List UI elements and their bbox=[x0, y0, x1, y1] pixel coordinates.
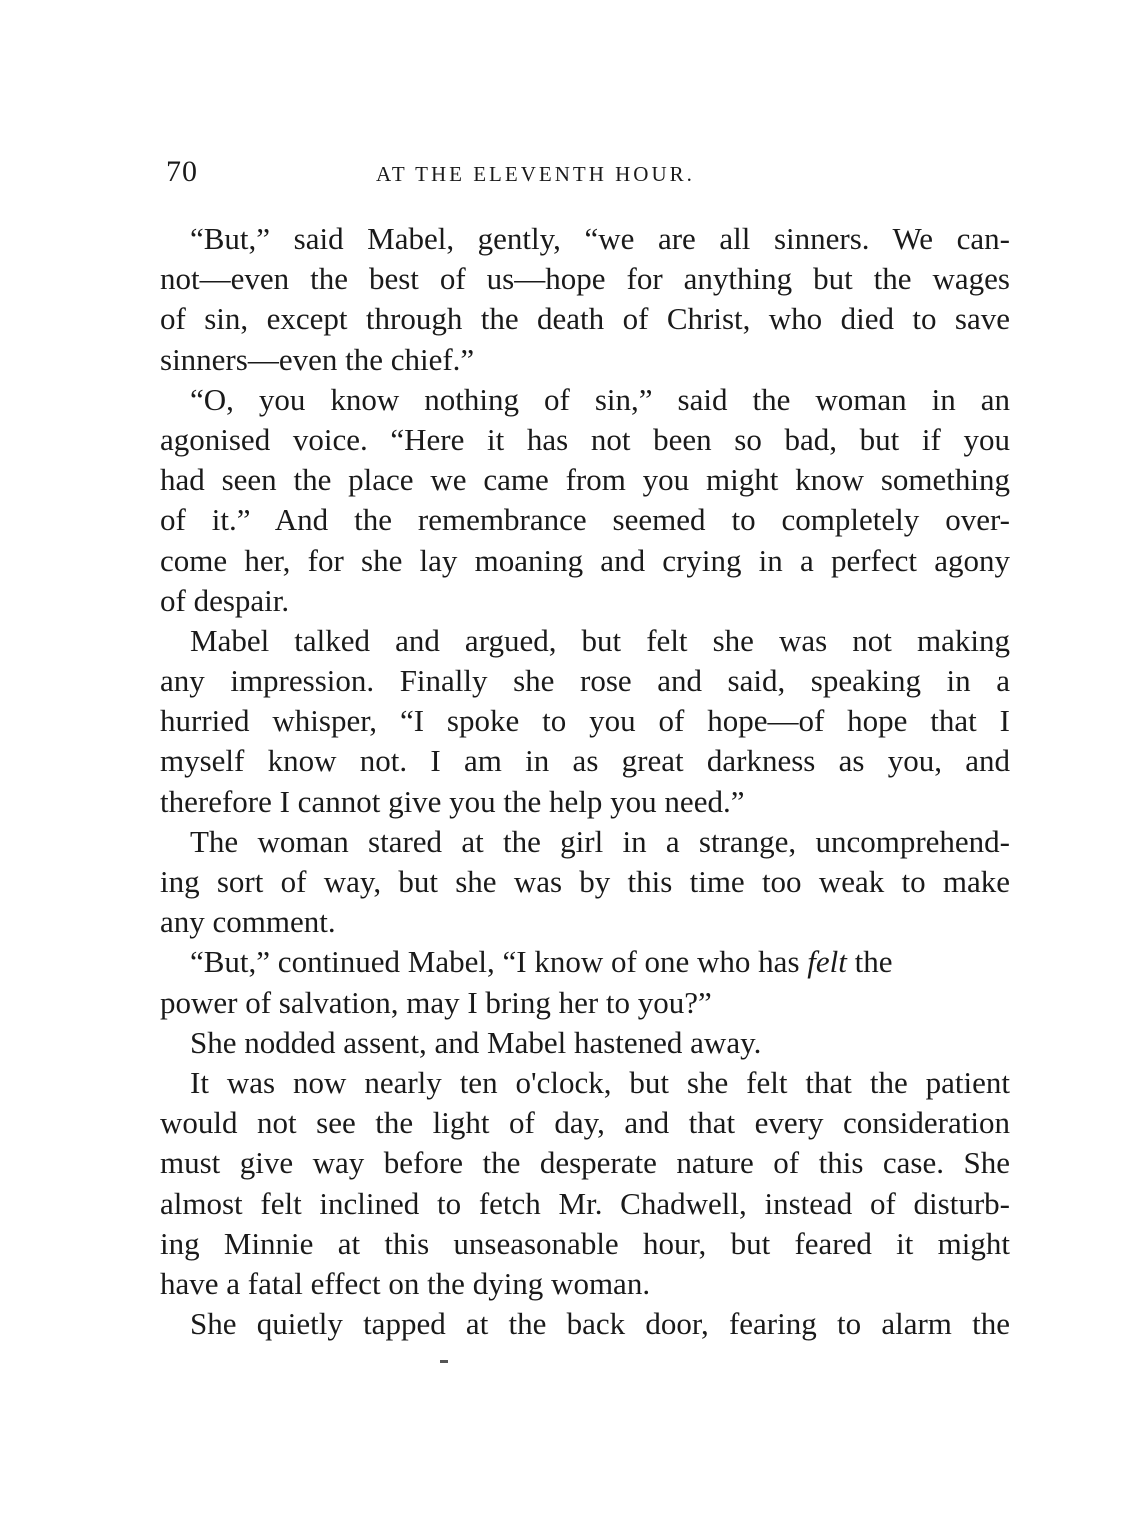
text-line: must give way before the desperate nature of this case. She bbox=[160, 1145, 1010, 1181]
text-line: have a fatal effect on the dying woman. bbox=[160, 1265, 651, 1301]
text-line: of despair. bbox=[160, 582, 290, 618]
text-line: come her, for she lay moaning and crying in a perfect agony bbox=[160, 542, 1010, 578]
text-line: She quietly tapped at the back door, fearing to alarm the bbox=[190, 1306, 1010, 1342]
text-line: She nodded assent, and Mabel hastened away. bbox=[190, 1024, 762, 1060]
text-line: not—even the best of us—hope for anything but the wages bbox=[160, 261, 1010, 297]
page-number: 70 bbox=[166, 155, 198, 188]
text-line: therefore I cannot give you the help you need.” bbox=[160, 783, 745, 819]
text-line: hurried whisper, “I spoke to you of hope—of hope that I bbox=[160, 703, 1010, 739]
text-line: It was now nearly ten o'clock, but she felt that the patient bbox=[190, 1064, 1010, 1100]
text-line: Mabel talked and argued, but felt she was not making bbox=[190, 622, 1010, 658]
text-line: of sin, except through the death of Christ, who died to save bbox=[160, 301, 1010, 337]
running-title: AT THE ELEVENTH HOUR. bbox=[376, 162, 695, 186]
text-line: had seen the place we came from you might know something bbox=[160, 462, 1010, 498]
text-line: any impression. Finally she rose and said, speaking in a bbox=[160, 663, 1010, 699]
text-line: “But,” said Mabel, gently, “we are all sinners. We can- bbox=[190, 221, 1010, 256]
text-line: power of salvation, may I bring her to you?” bbox=[160, 984, 712, 1020]
text-line: would not see the light of day, and that every consideration bbox=[160, 1105, 1010, 1141]
text-line-with-italic bbox=[160, 942, 1010, 982]
italic-word: felt bbox=[807, 944, 847, 980]
text-line: of it.” And the remembrance seemed to completely over- bbox=[160, 502, 1010, 538]
text-line: sinners—even the chief.” bbox=[160, 341, 475, 377]
text-line: The woman stared at the girl in a strange, uncomprehend- bbox=[190, 823, 1010, 859]
text-line: myself know not. I am in as great darkness as you, and bbox=[160, 743, 1010, 779]
print-mark bbox=[440, 1360, 448, 1363]
text-line: almost felt inclined to fetch Mr. Chadwell, instead of disturb- bbox=[160, 1185, 1010, 1221]
text-segment: the bbox=[846, 944, 893, 980]
text-line: ing sort of way, but she was by this time too weak to make bbox=[160, 864, 1010, 899]
text-line: ing Minnie at this unseasonable hour, but feared it might bbox=[160, 1225, 1010, 1261]
text-line: “O, you know nothing of sin,” said the woman in an bbox=[190, 381, 1010, 417]
body-text bbox=[160, 219, 1010, 1344]
text-line: agonised voice. “Here it has not been so bad, but if you bbox=[160, 421, 1010, 457]
text-segment: “But,” continued Mabel, “I know of one who has bbox=[190, 944, 808, 980]
text-line: any comment. bbox=[160, 904, 336, 940]
